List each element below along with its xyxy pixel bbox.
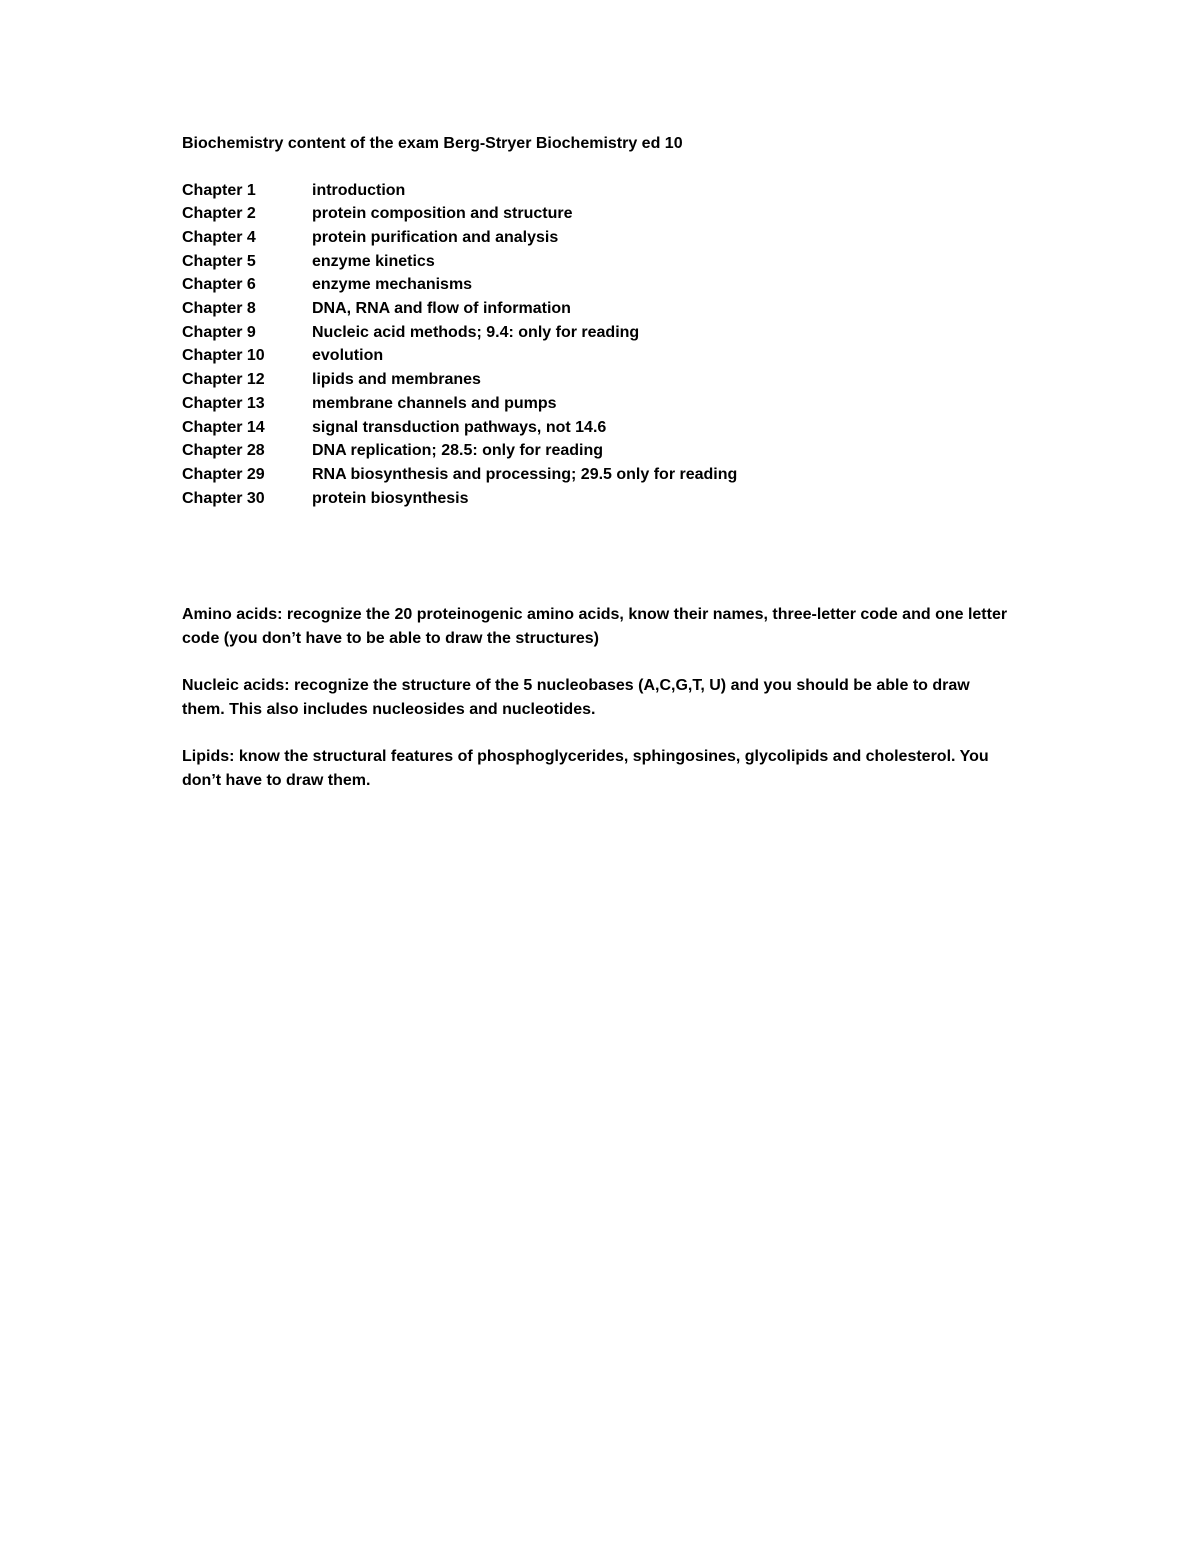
- chapter-label: Chapter 9: [182, 323, 256, 341]
- document-body: [182, 132, 1012, 792]
- chapter-topic: introduction: [312, 181, 406, 199]
- document-title: Biochemistry content of the exam Berg-Stryer Biochemistry ed 10: [182, 135, 683, 152]
- chapter-row: [182, 179, 737, 203]
- chapter-label: Chapter 13: [182, 394, 265, 412]
- chapter-row: [182, 297, 737, 321]
- chapter-row: [182, 226, 737, 250]
- amino-acids-paragraph: Amino acids: recognize the 20 proteinogenic amino acids, know their names, three-letter code and one letter code (you don’t have to be able to draw the structures): [182, 606, 1008, 647]
- chapter-topic: lipids and membranes: [312, 371, 481, 389]
- chapter-row: [182, 392, 737, 416]
- chapter-topic: enzyme mechanisms: [312, 276, 473, 294]
- chapter-topic: protein biosynthesis: [312, 489, 469, 507]
- chapter-topic: protein purification and analysis: [312, 228, 559, 246]
- chapter-topic: enzyme kinetics: [312, 252, 435, 270]
- chapter-row: [182, 487, 737, 511]
- chapter-label: Chapter 29: [182, 465, 265, 483]
- chapter-row: [182, 344, 737, 368]
- chapter-row: [182, 273, 737, 297]
- chapter-label: Chapter 14: [182, 418, 265, 436]
- chapter-row: [182, 202, 737, 226]
- chapter-topic: membrane channels and pumps: [312, 394, 557, 412]
- chapter-row: [182, 368, 737, 392]
- chapter-topic: DNA replication; 28.5: only for reading: [312, 442, 604, 460]
- chapter-topic: Nucleic acid methods; 9.4: only for reading: [312, 323, 640, 341]
- chapter-label: Chapter 4: [182, 228, 256, 246]
- chapter-label: Chapter 5: [182, 252, 256, 270]
- chapter-list: [182, 179, 737, 511]
- chapter-label: Chapter 10: [182, 347, 265, 365]
- chapter-topic: protein composition and structure: [312, 205, 573, 223]
- chapter-row: [182, 321, 737, 345]
- chapter-label: Chapter 6: [182, 276, 256, 294]
- lipids-paragraph: Lipids: know the structural features of phosphoglycerides, sphingosines, glycolipids and cholesterol. You don’t have to draw them.: [182, 748, 989, 789]
- chapter-topic: evolution: [312, 347, 384, 365]
- chapter-label: Chapter 1: [182, 181, 256, 199]
- chapter-topic: RNA biosynthesis and processing; 29.5 only for reading: [312, 465, 738, 483]
- chapter-row: [182, 439, 737, 463]
- chapter-label: Chapter 28: [182, 442, 265, 460]
- chapter-label: Chapter 8: [182, 300, 256, 318]
- chapter-row: [182, 250, 737, 274]
- chapter-label: Chapter 12: [182, 371, 265, 389]
- chapter-row: [182, 416, 737, 440]
- nucleic-acids-paragraph: Nucleic acids: recognize the structure of the 5 nucleobases (A,C,G,T, U) and you should be able to draw them. This also includes nucleosides and nucleotides.: [182, 677, 970, 718]
- chapter-row: [182, 463, 737, 487]
- chapter-topic: signal transduction pathways, not 14.6: [312, 418, 607, 436]
- chapter-label: Chapter 30: [182, 489, 265, 507]
- chapter-topic: DNA, RNA and flow of information: [312, 300, 571, 318]
- chapter-label: Chapter 2: [182, 205, 256, 223]
